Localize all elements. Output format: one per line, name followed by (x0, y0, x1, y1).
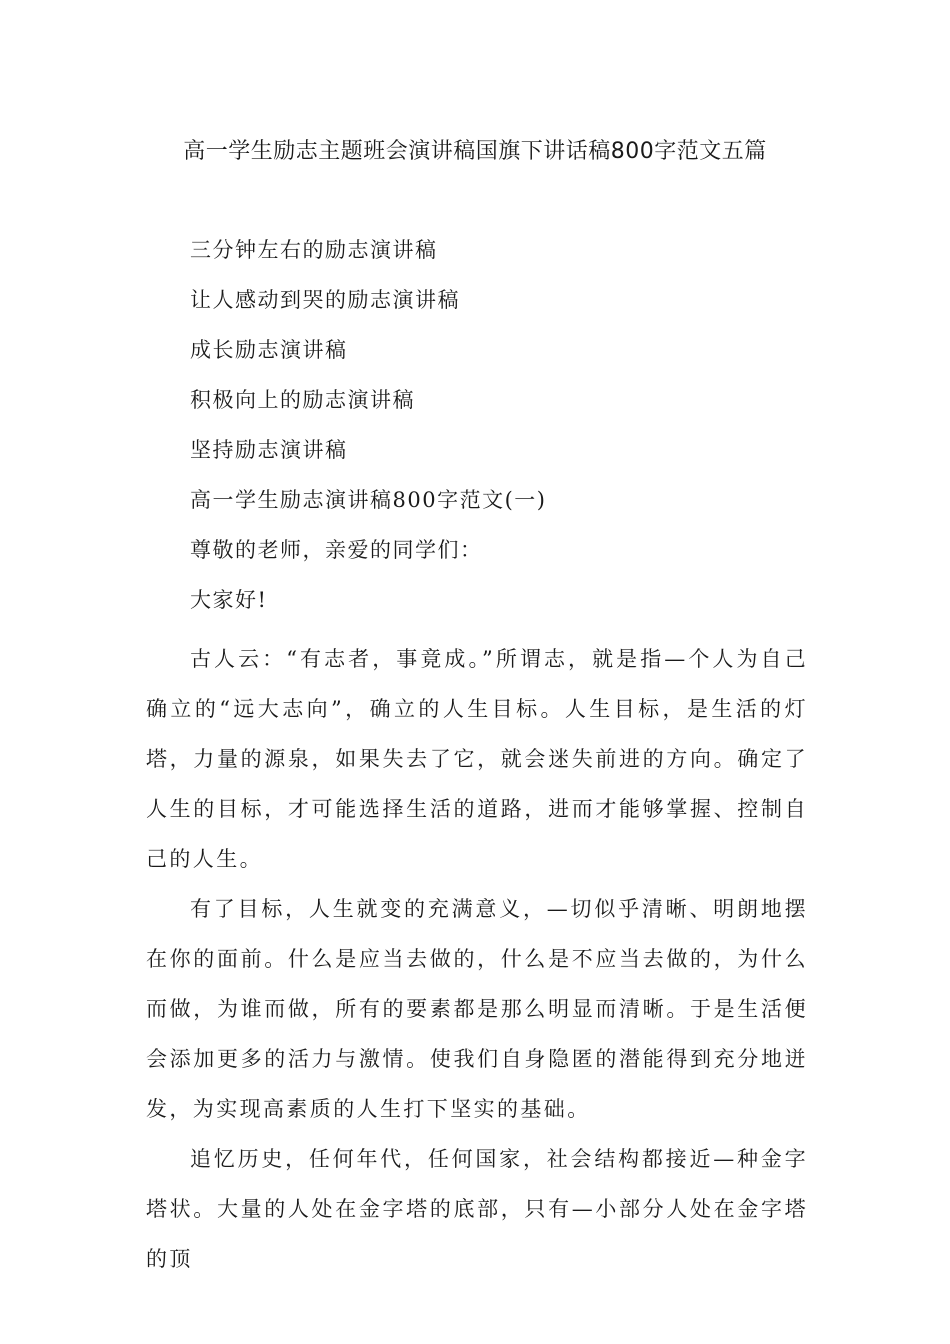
salutation: 尊敬的老师，亲爱的同学们： (190, 538, 483, 562)
paragraph: 追忆历史，任何年代，任何国家，社会结构都接近—种金字塔状。大量的人处在金字塔的底部，只有—小部分人处在金字塔的顶 (146, 1147, 808, 1271)
document-title: 高一学生励志主题班会演讲稿国旗下讲话稿800字范文五篇 (183, 139, 767, 164)
section-heading: 高一学生励志演讲稿800字范文(一) (190, 488, 547, 512)
paragraph: 有了目标，人生就变的充满意义，—切似乎清晰、明朗地摆在你的面前。什么是应当去做的，什么是不应当去做的，为什么而做，为谁而做，所有的要素都是那么明显而清晰。于是生活便会添加更多的活力与激情。使我们自身隐匿的潜能得到充分地迸发，为实现高素质的人生打下坚实的基础。 (146, 897, 808, 1121)
greeting: 大家好! (190, 588, 268, 612)
toc-line: 成长励志演讲稿 (190, 338, 348, 362)
intro-lines (190, 234, 546, 634)
toc-line: 三分钟左右的励志演讲稿 (190, 238, 438, 262)
toc-line: 坚持励志演讲稿 (190, 438, 348, 462)
paragraph: 古人云：“有志者，事竟成。”所谓志，就是指—个人为自己确立的“远大志向”，确立的人生目标。人生目标，是生活的灯塔，力量的源泉，如果失去了它，就会迷失前进的方向。确定了人生的目标，才可能选择生活的道路，进而才能够掌握、控制自己的人生。 (146, 647, 808, 871)
body-text (146, 634, 808, 1284)
toc-line: 让人感动到哭的励志演讲稿 (190, 288, 460, 312)
toc-line: 积极向上的励志演讲稿 (190, 388, 415, 412)
